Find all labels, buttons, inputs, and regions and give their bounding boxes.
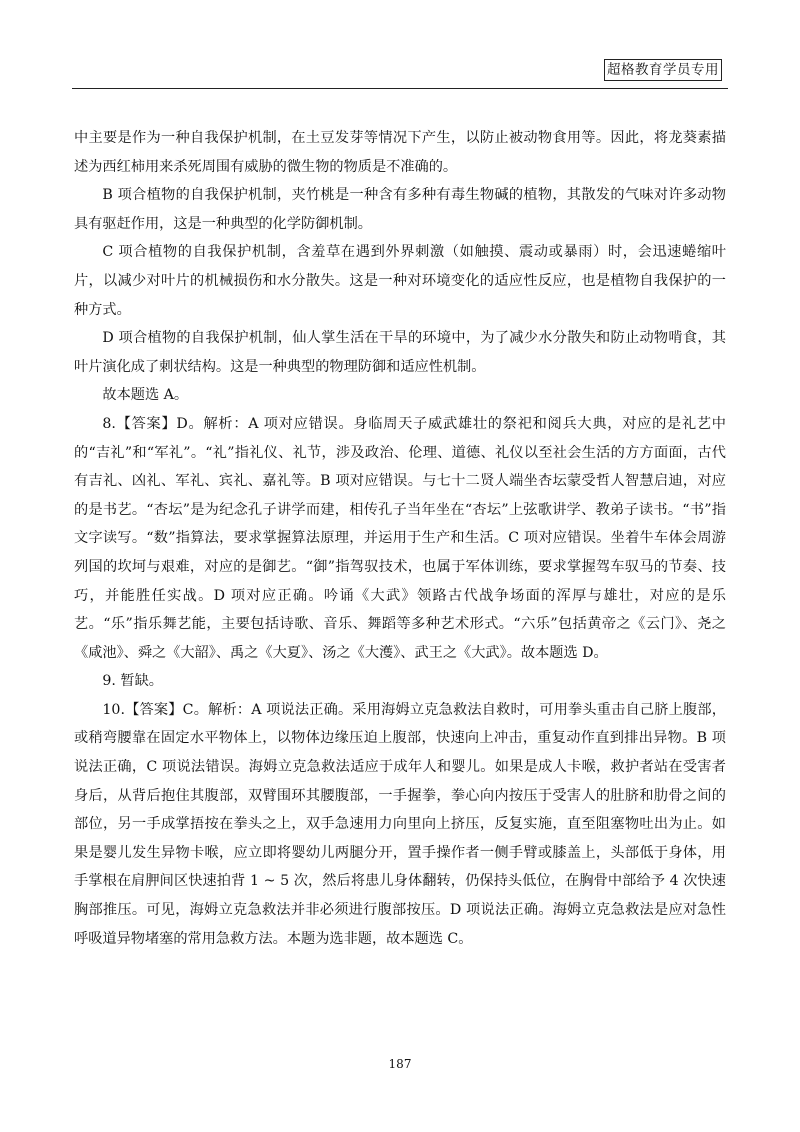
document-body (74, 124, 726, 953)
answer-9: 9. 暂缺。 (102, 673, 163, 690)
header-divider (72, 88, 728, 89)
answer-10: 10.【答案】C。解析：A 项说法正确。采用海姆立克急救法自救时，可用拳头重击自己脐上腹部，或稍弯腰靠在固定水平物体上，以物体边缘压迫上腹部，快速向上冲击，重复动作直到排出异物。B 项说法正确，C 项说法错误。海姆立克急救法适应于成年人和婴儿。如果是成人卡喉，救护者站在受害者身后，从背后抱住其腹部，双臂围环其腰腹部，一手握拳，拳心向内按压于受害人的肚脐和肋骨之间的部位，另一手成掌捂按在拳头之上，双手急速用力向里向上挤压，反复实施，直至阻塞物吐出为止。如果是婴儿发生异物卡喉，应立即将婴幼儿两腿分开，置手操作者一侧手臂或膝盖上，头部低于身体，用手掌根在肩胛间区快速拍背 1 ~ 5 次，然后将患儿身体翻转，仍保持头低位，在胸骨中部给予 4 次快速胸部推压。可见，海姆立克急救法并非必须进行腹部按压。D 项说法正确。海姆立克急救法是应对急性呼吸道异物堵塞的常用急救方法。本题为选非题，故本题选 C。 (74, 701, 726, 947)
page-number: 187 (388, 1057, 412, 1071)
paragraph-option-d: D 项合植物的自我保护机制，仙人掌生活在干旱的环境中，为了减少水分散失和防止动物啃食，其叶片演化成了刺状结构。这是一种典型的物理防御和适应性机制。 (74, 330, 726, 375)
header-label: 超格教育学员专用 (604, 59, 722, 81)
paragraph-continuation: 中主要是作为一种自我保护机制，在土豆发芽等情况下产生，以防止被动物食用等。因此，将龙葵素描述为西红柿用来杀死周围有威胁的微生物的物质是不准确的。 (74, 130, 726, 175)
paragraph-conclusion: 故本题选 A。 (102, 387, 189, 404)
answer-8: 8.【答案】D。解析：A 项对应错误。身临周天子威武雄壮的祭祀和阅兵大典，对应的是礼艺中的“吉礼”和“军礼”。“礼”指礼仪、礼节，涉及政治、伦理、道德、礼仪以至社会生活的方方面面，古代有吉礼、凶礼、军礼、宾礼、嘉礼等。B 项对应错误。与七十二贤人端坐杏坛蒙受哲人智慧启迪，对应的是书艺。“杏坛”是为纪念孔子讲学而建，相传孔子当年坐在“杏坛”上弦歌讲学、教弟子读书。“书”指文字读写。“数”指算法，要求掌握算法原理，并运用于生产和生活。C 项对应错误。坐着牛车体会周游列国的坎坷与艰难，对应的是御艺。“御”指驾驭技术，也属于军体训练，要求掌握驾车驭马的节奏、技巧，并能胜任实战。D 项对应正确。吟诵《大武》领路古代战争场面的浑厚与雄壮，对应的是乐艺。“乐”指乐舞艺能，主要包括诗歌、音乐、舞蹈等多种艺术形式。“六乐”包括黄帝之《云门》、尧之《咸池》、舜之《大韶》、禹之《大夏》、汤之《大濩》、武王之《大武》。故本题选 D。 (74, 415, 726, 661)
paragraph-option-c: C 项合植物的自我保护机制，含羞草在遇到外界刺激（如触摸、震动或暴雨）时，会迅速蜷缩叶片，以减少对叶片的机械损伤和水分散失。这是一种对环境变化的适应性反应，也是植物自我保护的一种方式。 (74, 244, 726, 318)
paragraph-option-b: B 项合植物的自我保护机制，夹竹桃是一种含有多种有毒生物碱的植物，其散发的气味对许多动物具有驱赶作用，这是一种典型的化学防御机制。 (74, 187, 726, 232)
